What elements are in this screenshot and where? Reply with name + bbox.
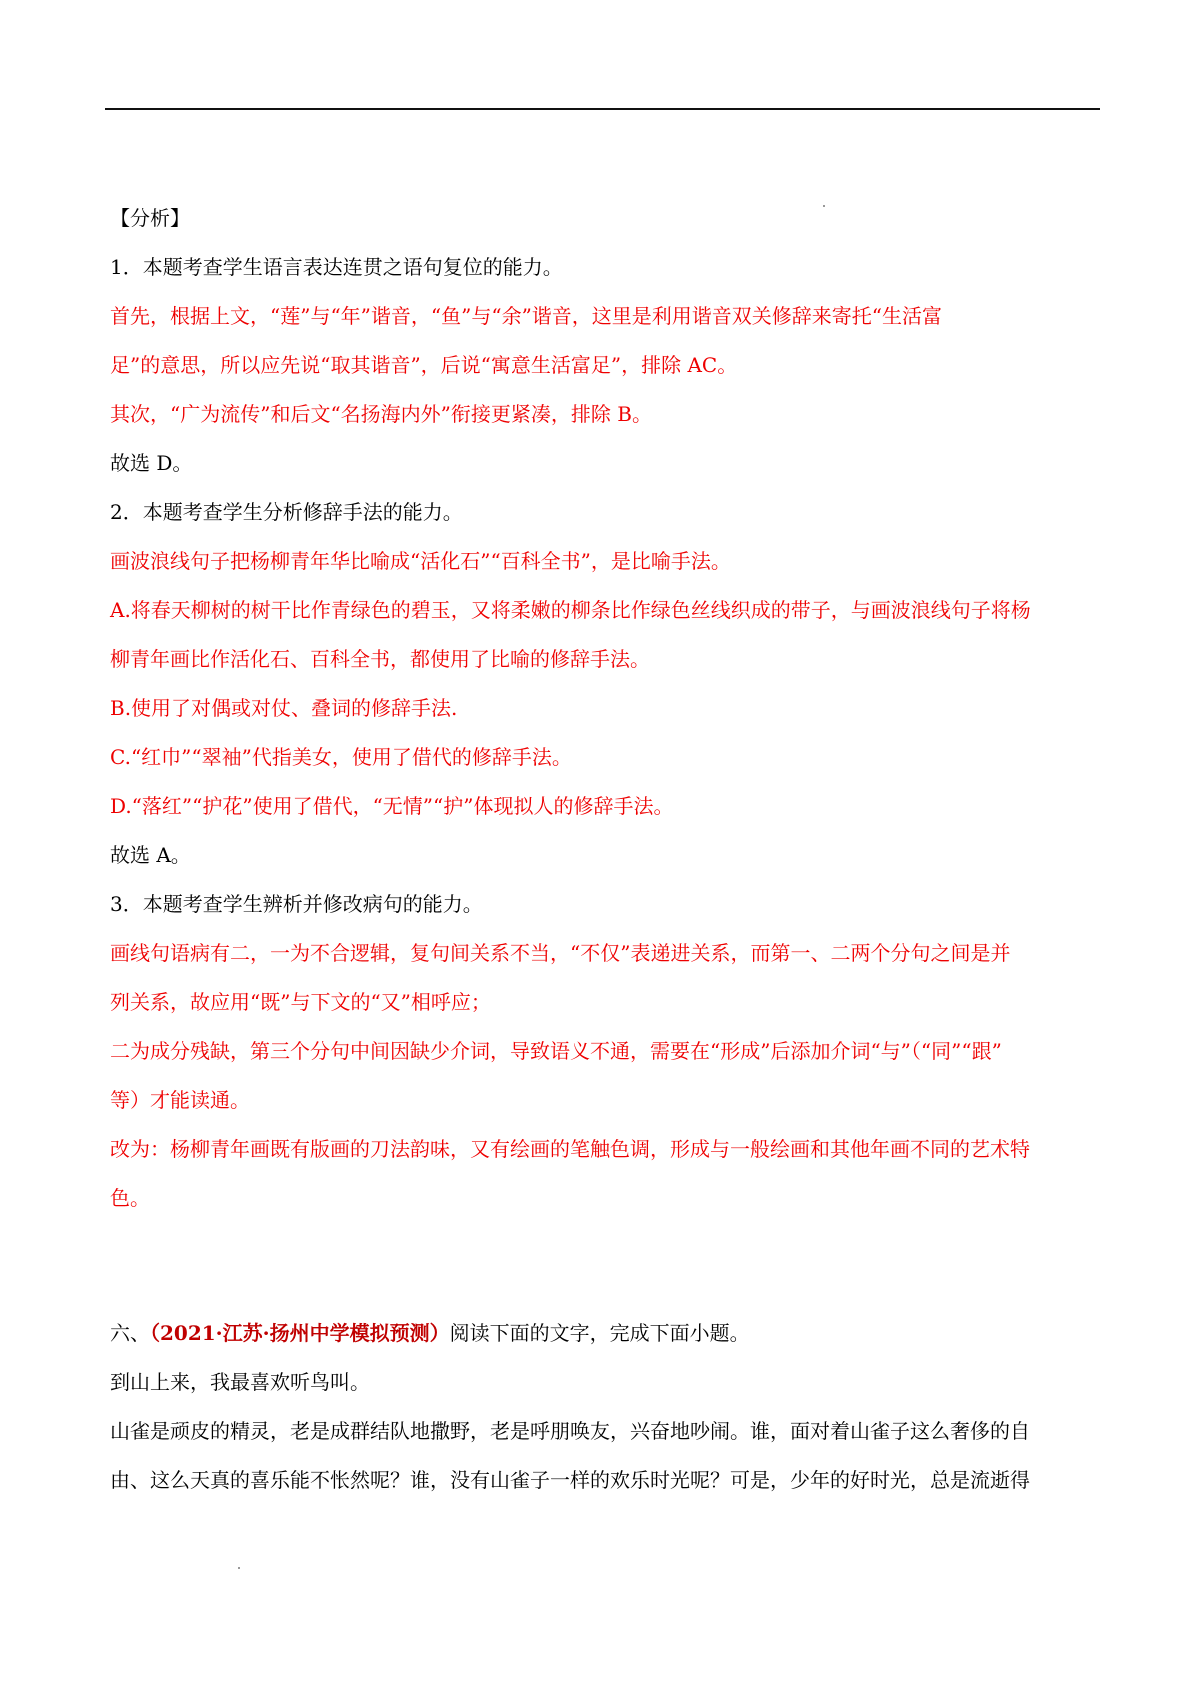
q1-line: 首先，根据上文，“莲”与“年”谐音，“鱼”与“余”谐音，这里是利用谐音双关修辞来寄托“生活富 — [110, 304, 943, 328]
q2-answer: 故选 A。 — [110, 843, 191, 867]
q2-title: 2．本题考查学生分析修辞手法的能力。 — [110, 500, 463, 524]
q3-title: 3．本题考查学生辨析并修改病句的能力。 — [110, 892, 483, 916]
q3-line: 等）才能读通。 — [110, 1088, 250, 1112]
q2-line: 画波浪线句子把杨柳青年华比喻成“活化石”“百科全书”，是比喻手法。 — [110, 549, 731, 573]
q1-title: 1．本题考查学生语言表达连贯之语句复位的能力。 — [110, 255, 563, 279]
q2-line: 柳青年画比作活化石、百科全书，都使用了比喻的修辞手法。 — [110, 647, 650, 671]
section6-heading — [110, 1320, 750, 1346]
q1-line: 其次，“广为流传”和后文“名扬海内外”衔接更紧凑，排除 B。 — [110, 402, 652, 426]
q3-line: 色。 — [110, 1186, 150, 1210]
q2-line: B.使用了对偶或对仗、叠词的修辞手法. — [110, 696, 458, 720]
q3-line: 画线句语病有二，一为不合逻辑，复句间关系不当，“不仅”表递进关系，而第一、二两个分句之间是并 — [110, 941, 1011, 965]
q3-line: 二为成分残缺，第三个分句中间因缺少介词，导致语义不通，需要在“形成”后添加介词“与”（“同”“跟” — [110, 1039, 1002, 1063]
passage-line: 到山上来，我最喜欢听鸟叫。 — [110, 1370, 370, 1394]
passage-line: 山雀是顽皮的精灵，老是成群结队地撒野，老是呼朋唤友，兴奋地吵闹。谁，面对着山雀子这么奢侈的自 — [110, 1419, 1030, 1443]
analysis-heading: 【分析】 — [110, 206, 190, 230]
q1-answer: 故选 D。 — [110, 451, 193, 475]
scan-speck — [238, 1567, 240, 1569]
q1-line: 足”的意思，所以应先说“取其谐音”，后说“寓意生活富足”，排除 AC。 — [110, 353, 738, 377]
header-rule — [105, 108, 1100, 110]
passage-line: 由、这么天真的喜乐能不怅然呢？谁，没有山雀子一样的欢乐时光呢？可是，少年的好时光，总是流逝得 — [110, 1468, 1030, 1492]
q2-line: D.“落红”“护花”使用了借代，“无情”“护”体现拟人的修辞手法。 — [110, 794, 674, 818]
q2-line: A.将春天柳树的树干比作青绿色的碧玉，又将柔嫩的柳条比作绿色丝线织成的带子，与画波浪线句子将杨 — [110, 598, 1031, 622]
q2-line: C.“红巾”“翠袖”代指美女，使用了借代的修辞手法。 — [110, 745, 572, 769]
q3-line: 改为：杨柳青年画既有版画的刀法韵味，又有绘画的笔触色调，形成与一般绘画和其他年画不同的艺术特 — [110, 1137, 1030, 1161]
section6-source: （2021·江苏·扬州中学模拟预测） — [150, 1321, 450, 1345]
q3-line: 列关系，故应用“既”与下文的“又”相呼应； — [110, 990, 491, 1014]
section6-number: 六、 — [110, 1321, 150, 1345]
section6-instruction: 阅读下面的文字，完成下面小题。 — [449, 1321, 750, 1345]
scan-speck — [823, 205, 825, 207]
